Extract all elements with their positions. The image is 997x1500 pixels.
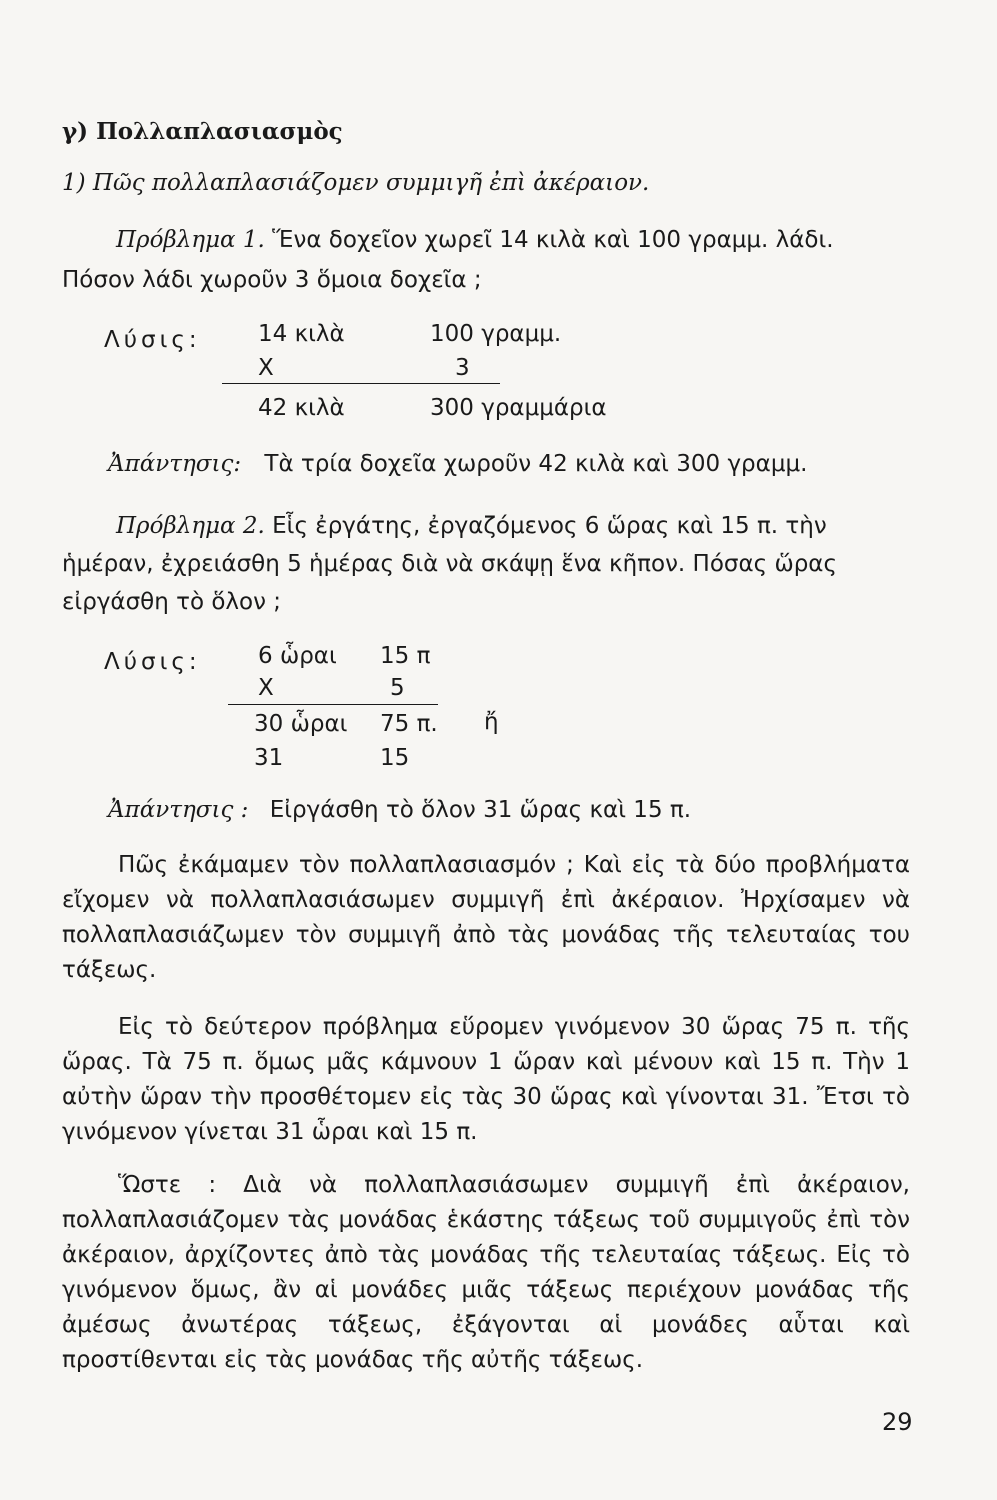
problem1-r1c1: 14 κιλὰ	[258, 321, 345, 347]
problem1-r3c2: 300 γραμμάρια	[430, 395, 607, 421]
problem2-rule	[228, 704, 438, 705]
problem1-answer-label: Ἀπάντησις:	[108, 451, 242, 477]
problem2-text2: ἡμέραν, ἐχρειάσθη 5 ἡμέρας διὰ νὰ σκάψῃ ἕνα κῆπον. Πόσας ὥρας	[62, 551, 837, 577]
paragraph-3-block	[62, 1168, 910, 1378]
paragraph-1: Πῶς ἐκάμαμεν τὸν πολλαπλασιασμόν ; Καὶ εἰς τὰ δύο προβλήματα εἴχομεν νὰ πολλαπλασιάσωμεν συμμιγῆ ἐπὶ ἀκέραιον. Ἠρχίσαμεν νὰ πολλαπλασιάζωμεν τὸν συμμιγῆ ἀπὸ τὰς μονάδας τῆς τελευταίας του τάξεως.	[62, 852, 910, 983]
problem2-text1: Εἷς ἐργάτης, ἐργαζόμενος 6 ὥρας καὶ 15 π. τὴν	[272, 513, 827, 539]
problem1-answer	[108, 446, 807, 482]
section-heading: γ) Πολλαπλασιασμὸς	[62, 118, 343, 145]
paragraph-2: Εἰς τὸ δεύτερον πρόβλημα εὕρομεν γινόμενον 30 ὥρας 75 π. τῆς ὥρας. Τὰ 75 π. ὅμως μᾶς κάμνουν 1 ὥραν καὶ μένουν καὶ 15 π. Τὴν 1 αὐτὴν ὥραν τὴν προσθέτομεν εἰς τὰς 30 ὥρας καὶ γίνονται 31. Ἔτσι τὸ γινόμενον γίνεται 31 ὧραι καὶ 15 π.	[62, 1014, 910, 1145]
problem2-label: Πρόβλημα 2.	[116, 513, 265, 539]
problem2-r1c2: 15 π	[380, 643, 431, 669]
problem2-r1c1: 6 ὧραι	[258, 643, 337, 669]
problem1-answer-text: Τὰ τρία δοχεῖα χωροῦν 42 κιλὰ καὶ 300 γραμμ.	[264, 451, 808, 477]
problem1-text2: Πόσον λάδι χωροῦν 3 ὅμοια δοχεῖα ;	[62, 267, 482, 293]
problem2-answer-label: Ἀπάντησις :	[108, 797, 249, 823]
problem2-r3c1: 30 ὧραι	[254, 711, 348, 737]
problem2-line1	[116, 508, 827, 544]
problem1-rule	[222, 383, 500, 384]
problem2-r2c2: 5	[390, 675, 405, 701]
paragraph-2-block	[62, 1010, 910, 1150]
subheading: 1) Πῶς πολλαπλασιάζομεν συμμιγῆ ἐπὶ ἀκέραιον.	[62, 170, 650, 196]
problem2-r3c3: ἤ	[484, 709, 499, 735]
problem1-label: Πρόβλημα 1.	[116, 227, 265, 253]
problem1-r1c2: 100 γραμμ.	[430, 321, 562, 347]
problem2-solution-label: Λύσις:	[104, 649, 201, 675]
problem2-answer	[108, 792, 691, 828]
problem1-text1: Ἕνα δοχεῖον χωρεῖ 14 κιλὰ καὶ 100 γραμμ. λάδι.	[272, 227, 834, 253]
problem1-r2c2: 3	[455, 355, 470, 381]
problem1-r2c1: X	[258, 355, 274, 381]
paragraph-1-block	[62, 848, 910, 988]
problem2-answer-text: Εἰργάσθη τὸ ὅλον 31 ὥρας καὶ 15 π.	[269, 797, 692, 823]
page-number: 29	[882, 1408, 913, 1436]
problem2-r4c2: 15	[380, 745, 410, 771]
problem2-r2c1: X	[258, 675, 274, 701]
problem1-line1	[116, 222, 834, 258]
problem2-text3: εἰργάσθη τὸ ὅλον ;	[62, 589, 282, 615]
problem2-r4c1: 31	[254, 745, 284, 771]
problem1-r3c1: 42 κιλὰ	[258, 395, 345, 421]
problem2-r3c2: 75 π.	[380, 711, 438, 737]
paragraph-3: Ὥστε : Διὰ νὰ πολλαπλασιάσωμεν συμμιγῆ ἐπὶ ἀκέραιον, πολλαπλασιάζομεν τὰς μονάδας ἑκάστης τάξεως τοῦ συμμιγοῦς ἐπὶ τὸν ἀκέραιον, ἀρχίζοντες ἀπὸ τὰς μονάδας τῆς τελευταίας τάξεως. Εἰς τὸ γινόμενον ὅμως, ἂν αἱ μονάδες μιᾶς τάξεως περιέχουν μονάδας τῆς ἀμέσως ἀνωτέρας τάξεως, ἐξάγονται αἱ μονάδες αὗται καὶ προστίθενται εἰς τὰς μονάδας τῆς αὐτῆς τάξεως.	[62, 1172, 910, 1373]
problem1-solution-label: Λύσις:	[104, 327, 201, 353]
